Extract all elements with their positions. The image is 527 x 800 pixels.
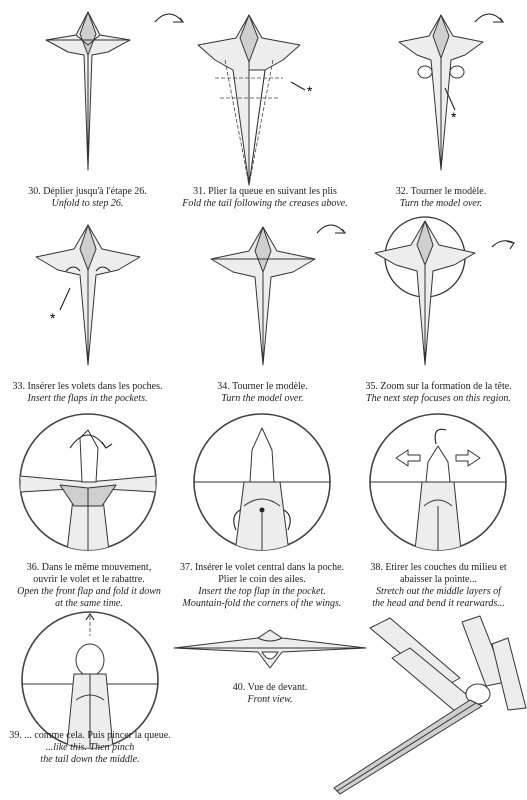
step-37-caption — [172, 562, 352, 610]
step-39-caption — [0, 730, 180, 766]
asterisk-marker: * — [307, 83, 313, 99]
step-38-text-en: Stretch out the middle layers of the head and bend it rearwards... — [372, 586, 505, 609]
step-39-text-en: ...like this. Then pinch the tail down the middle. — [40, 742, 140, 765]
step-38 — [350, 410, 527, 610]
step-35-text-fr: 35. Zoom sur la formation de la tête. — [365, 381, 512, 392]
turn-over-icon — [475, 14, 503, 22]
step-32-diagram — [355, 0, 527, 180]
turn-over-icon — [317, 225, 345, 233]
step-34-caption — [175, 381, 350, 405]
step-32-text-fr: 32. Tourner le modèle. — [395, 186, 487, 197]
step-35-diagram — [350, 215, 527, 375]
step-32-text-en: Turn the model over. — [399, 198, 483, 209]
step-37-text-en: Insert the top flap in the pocket. Mountain-fold the corners of the wings. — [182, 586, 342, 609]
step-30-diagram — [0, 0, 175, 180]
step-31-diagram — [165, 0, 365, 185]
step-31-text-fr: 31. Plier la queue en suivant les plis — [193, 186, 337, 197]
step-31-text-en: Fold the tail following the creases above. — [182, 198, 348, 209]
dragonfly-illustration — [330, 608, 527, 798]
step-39 — [0, 608, 180, 800]
step-37 — [172, 410, 352, 610]
step-35-text-en: The next step focuses on this region. — [366, 393, 511, 404]
step-39-diagram — [0, 608, 180, 748]
step-35-caption — [350, 381, 527, 405]
step-37-diagram — [172, 410, 352, 560]
step-30-caption — [0, 186, 175, 210]
step-34-diagram — [175, 215, 350, 375]
step-36-text-fr: 36. Dans le même mouvement, ouvrir le volet et le rabattre. — [26, 562, 152, 585]
step-38-caption — [350, 562, 527, 610]
asterisk-marker: * — [451, 109, 457, 125]
asterisk-marker: * — [50, 310, 56, 326]
step-33-text-fr: 33. Insérer les volets dans les poches. — [12, 381, 163, 392]
step-38-text-fr: 38. Etirer les couches du milieu et abaisser la pointe... — [370, 562, 507, 585]
step-31 — [165, 0, 365, 215]
step-36-diagram — [0, 410, 178, 560]
step-32 — [355, 0, 527, 215]
step-40-text-fr: 40. Vue de devant. — [232, 682, 308, 693]
step-39-text-fr: 39. ... comme cela. Puis pincer la queue. — [9, 730, 171, 741]
step-30-text-fr: 30. Déplier jusqu'à l'étape 26. — [28, 186, 147, 197]
step-34-text-fr: 34. Tourner le modèle. — [217, 381, 308, 392]
step-31-caption — [165, 186, 365, 210]
step-30-text-en: Unfold to step 26. — [51, 198, 124, 209]
step-40-text-en: Front view. — [247, 694, 293, 705]
step-33-diagram — [0, 215, 175, 375]
step-34-text-en: Turn the model over. — [221, 393, 304, 404]
final-dragonfly — [330, 608, 527, 800]
step-36 — [0, 410, 178, 610]
step-38-diagram — [350, 410, 527, 560]
step-33 — [0, 215, 175, 405]
step-32-caption — [355, 186, 527, 210]
step-33-caption — [0, 381, 175, 405]
step-37-text-fr: 37. Insérer le volet central dans la poche. Plier le coin des ailes. — [179, 562, 345, 585]
step-35 — [350, 215, 527, 405]
step-36-caption — [0, 562, 178, 610]
step-30 — [0, 0, 175, 215]
step-33-text-en: Insert the flaps in the pockets. — [27, 393, 148, 404]
zoom-arrow-icon — [492, 241, 514, 249]
step-34 — [175, 215, 350, 405]
step-36-text-en: Open the front flap and fold it down at the same time. — [17, 586, 161, 609]
